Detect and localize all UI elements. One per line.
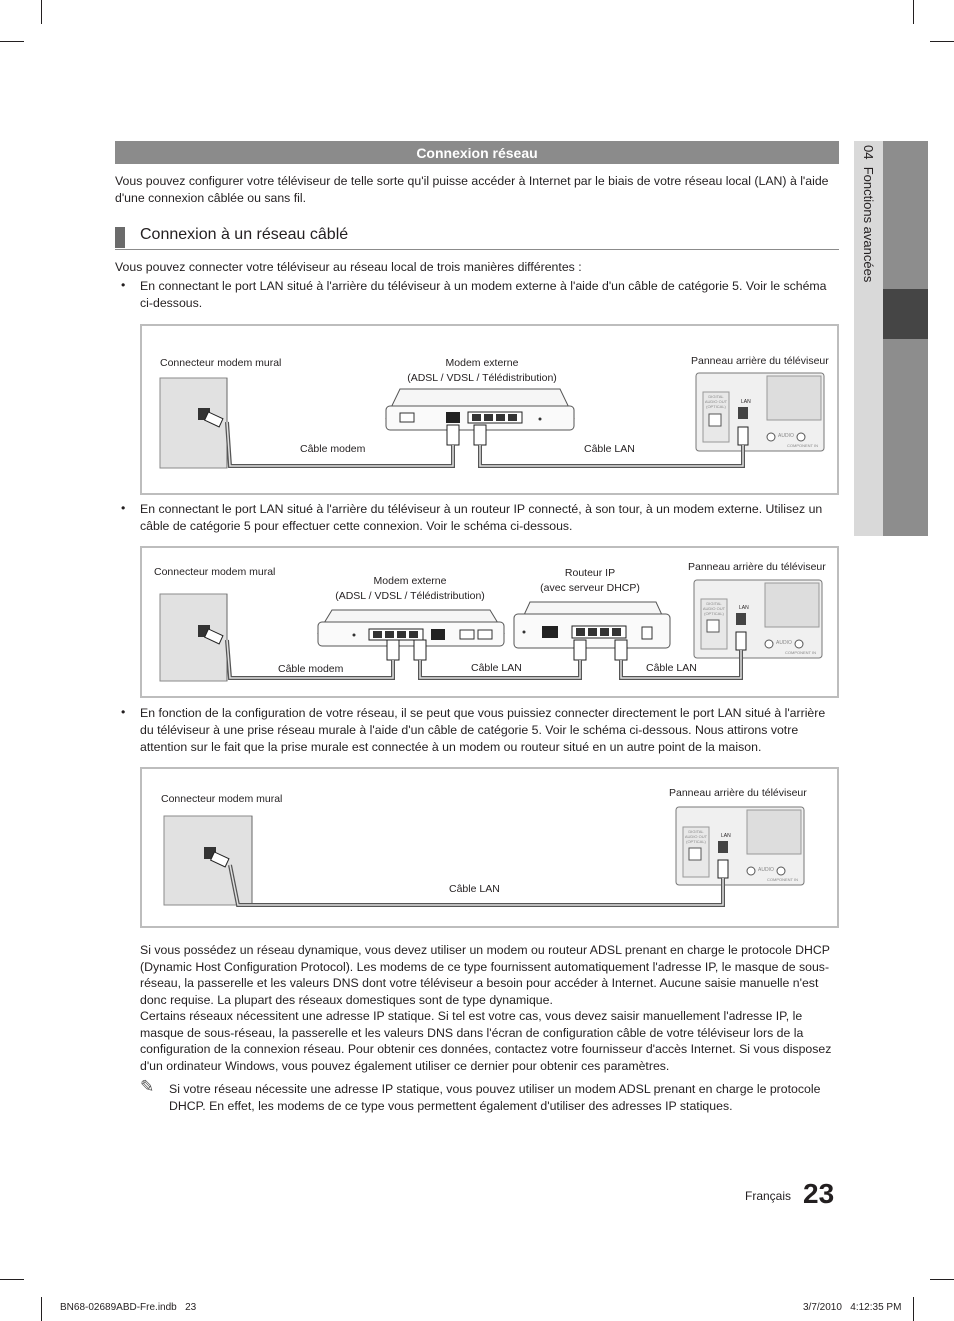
side-tab [854,141,928,536]
lead-paragraph: Vous pouvez connecter votre téléviseur au réseau local de trois manières différentes : [115,260,582,274]
port-label-audio: AUDIO [758,867,774,873]
label-tv-panel: Panneau arrière du téléviseur [688,561,826,573]
crop-mark [913,1297,914,1321]
port-label-lan: LAN [721,833,731,839]
crop-mark [41,0,42,24]
diagram-modem [140,324,839,495]
subsection-rule [115,249,839,250]
label-lan-cable: Câble LAN [449,883,500,895]
port-label-component: COMPONENT IN [767,877,799,882]
label-lan-cable: Câble LAN [471,662,522,674]
label-modem-type: (ADSL / VDSL / Télédistribution) [407,372,557,384]
page-number: 23 [803,1178,835,1209]
port-label-component: COMPONENT IN [787,443,819,448]
crop-mark [930,41,954,42]
crop-mark [913,0,914,24]
label-modem: Modem externe [373,575,447,587]
crop-mark [0,41,24,42]
label-wall-connector: Connecteur modem mural [160,357,282,369]
port-label-component: COMPONENT IN [785,650,817,655]
label-lan-cable: Câble LAN [584,443,635,455]
label-wall-connector: Connecteur modem mural [154,566,276,578]
diagram-router [140,546,839,698]
crop-mark [0,1279,24,1280]
label-modem-cable: Câble modem [300,443,366,455]
chapter-number: 04 [861,145,876,160]
port-label-lan: LAN [741,399,751,405]
print-footer-file: BN68-02689ABD-Fre.indb 23 [60,1302,197,1313]
label-modem: Modem externe [445,357,519,369]
bullet-dot: • [121,278,126,292]
port-label-digital: DIGITAL AUDIO OUT (OPTICAL) [684,829,708,844]
crop-mark [41,1297,42,1321]
bullet-dot: • [121,705,126,719]
label-tv-panel: Panneau arrière du téléviseur [669,787,807,799]
label-router-type: (avec serveur DHCP) [540,582,640,594]
note-pencil-icon: ✎ [140,1077,155,1096]
bullet-item: En connectant le port LAN situé à l'arrière du téléviseur à un modem externe à l'aide d'un câble de catégorie 5. Voir le schéma ci-dessous. [140,279,827,310]
subsection-marker [115,227,125,248]
port-label-audio: AUDIO [778,433,794,439]
note-text: Si votre réseau nécessite une adresse IP statique, vous pouvez utiliser un modem ADSL prenant en charge le protocole DHCP. En effet, les modems de ce type vous permettent également d'utiliser des adresses IP statiques. [169,1082,821,1113]
port-label-lan: LAN [739,605,749,611]
page-language: Français [745,1189,792,1203]
bullet-item: En fonction de la configuration de votre réseau, il se peut que vous puissiez connecter directement le port LAN situé à l'arrière du téléviseur à une prise réseau murale à l'aide d'un câble de catégorie 5. Voir le schéma ci-dessous. Nous attirons votre attention sur le fait que la prise murale est connectée à un modem ou routeur situé en un autre point de la maison. [140,706,826,754]
static-network-paragraph: Certains réseaux nécessitent une adresse IP statique. Si tel est votre cas, vous devez saisir manuellement l'adresse IP, le masque de sous-réseau, la passerelle et les valeurs DNS dans l'écran de configuration câble de votre téléviseur lors de la configuration de la connexion réseau. Pour obtenir ces données, contactez votre fournisseur d'accès Internet. Si vous disposez d'un ordinateur Windows, vous pouvez également utiliser ce dernier pour obtenir ces paramètres. [140,1009,832,1073]
label-modem-type: (ADSL / VDSL / Télédistribution) [335,590,485,602]
diagram-direct [140,767,839,928]
subsection-title: Connexion à un réseau câblé [140,226,349,243]
crop-mark [930,1279,954,1280]
intro-paragraph: Vous pouvez configurer votre téléviseur de telle sorte qu'il puisse accéder à Internet par le biais de votre réseau local (LAN) à l'aide d'une connexion câblée ou sans fil. [115,174,829,205]
dynamic-network-paragraph: Si vous possédez un réseau dynamique, vous devez utiliser un modem ou routeur ADSL prenant en charge le protocole DHCP (Dynamic Host Configuration Protocol). Les modems de ce type fournissent automatiquement l'adresse IP, le masque de sous-réseau, la passerelle et les valeurs DNS dont votre téléviseur a besoin pour accéder à Internet. Aucune saisie manuelle n'est donc requise. La plupart des réseaux domestiques sont de type dynamique. [140,943,830,1007]
bullet-dot: • [121,501,126,515]
label-lan-cable: Câble LAN [646,662,697,674]
label-modem-cable: Câble modem [278,663,344,675]
section-title: Connexion réseau [115,141,839,164]
bullet-item: En connectant le port LAN situé à l'arrière du téléviseur à un routeur IP connecté, à son tour, à un modem externe. Utilisez un câble de catégorie 5 pour effectuer cette connexion. Voir le schéma ci-dessous. [140,502,823,533]
label-tv-panel: Panneau arrière du téléviseur [691,355,829,367]
chapter-title: Fonctions avancées [861,166,876,283]
print-footer-date: 3/7/2010 4:12:35 PM [803,1302,902,1313]
label-router: Routeur IP [564,567,616,579]
port-label-digital: DIGITAL AUDIO OUT (OPTICAL) [702,601,726,616]
label-wall-connector: Connecteur modem mural [161,793,283,805]
port-label-audio: AUDIO [776,640,792,646]
port-label-digital: DIGITAL AUDIO OUT (OPTICAL) [704,394,728,409]
diagram-modem-drawing [142,326,837,493]
